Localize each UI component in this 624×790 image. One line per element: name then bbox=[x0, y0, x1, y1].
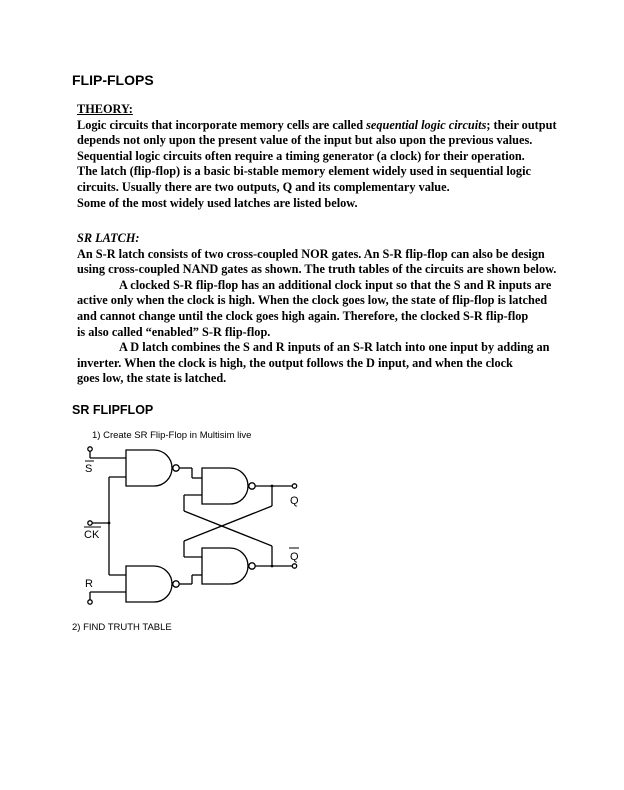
nand-gate-2 bbox=[202, 468, 255, 504]
theory-line-6: Some of the most widely used latches are listed below. bbox=[77, 195, 358, 210]
sr-latch-line-6: is also called “enabled” S-R flip-flop. bbox=[77, 324, 271, 339]
nand-gate-3 bbox=[126, 566, 179, 602]
sr-latch-line-8: inverter. When the clock is high, the output follows the D input, and when the clock bbox=[77, 355, 513, 370]
theory-heading: THEORY: bbox=[77, 102, 133, 116]
step-2-instruction: 2) FIND TRUTH TABLE bbox=[72, 622, 172, 633]
label-q-bar: Q bbox=[290, 551, 299, 563]
output-qbar-terminal bbox=[292, 564, 296, 568]
sr-latch-line-1: An S-R latch consists of two cross-coupled NOR gates. An S-R flip-flop can also be design bbox=[77, 246, 545, 261]
label-q: Q bbox=[290, 495, 299, 507]
theory-line-1: Logic circuits that incorporate memory cells are called sequential logic circuits; their output bbox=[77, 117, 557, 132]
output-q-terminal bbox=[292, 484, 296, 488]
sr-latch-section bbox=[77, 231, 607, 387]
sr-latch-line-9: goes low, the state is latched. bbox=[77, 371, 227, 386]
sequential-logic-term: sequential logic circuits bbox=[366, 117, 487, 132]
sr-latch-line-4: active only when the clock is high. When the clock goes low, the state of flip-flop is latched bbox=[77, 293, 548, 308]
nand-gate-4 bbox=[202, 548, 255, 584]
label-s: S bbox=[85, 463, 93, 475]
sr-flipflop-circuit-diagram bbox=[76, 446, 316, 611]
document-title: FLIP-FLOPS bbox=[72, 72, 154, 88]
theory-line-2: depends not only upon the present value of the input but also upon the previous values. bbox=[77, 133, 533, 148]
sr-latch-line-2: using cross-coupled NAND gates as shown. The truth tables of the circuits are shown below. bbox=[77, 262, 557, 277]
label-ck: CK bbox=[84, 529, 100, 541]
theory-section bbox=[77, 102, 607, 211]
sr-latch-line-5: and cannot change until the clock goes high again. Therefore, the clocked S-R flip-flop bbox=[77, 308, 529, 323]
sr-latch-line-7: A D latch combines the S and R inputs of an S-R latch into one input by adding an bbox=[119, 340, 550, 355]
sr-latch-heading: SR LATCH: bbox=[77, 231, 140, 245]
theory-line-4: The latch (flip-flop) is a basic bi-stable memory element widely used in sequential logic bbox=[77, 164, 531, 179]
theory-line-3: Sequential logic circuits often require a timing generator (a clock) for their operation. bbox=[77, 148, 525, 163]
theory-line-5: circuits. Usually there are two outputs, Q and its complementary value. bbox=[77, 179, 450, 194]
label-r: R bbox=[85, 578, 93, 590]
nand-gate-1 bbox=[126, 450, 179, 486]
input-s-terminal bbox=[88, 447, 92, 451]
sr-latch-line-3: A clocked S-R flip-flop has an additional clock input so that the S and R inputs are bbox=[119, 277, 552, 292]
input-r-terminal bbox=[88, 600, 92, 604]
sr-flipflop-heading: SR FLIPFLOP bbox=[72, 403, 154, 417]
step-1-instruction: 1) Create SR Flip-Flop in Multisim live bbox=[92, 430, 252, 441]
input-ck-terminal bbox=[88, 521, 92, 525]
